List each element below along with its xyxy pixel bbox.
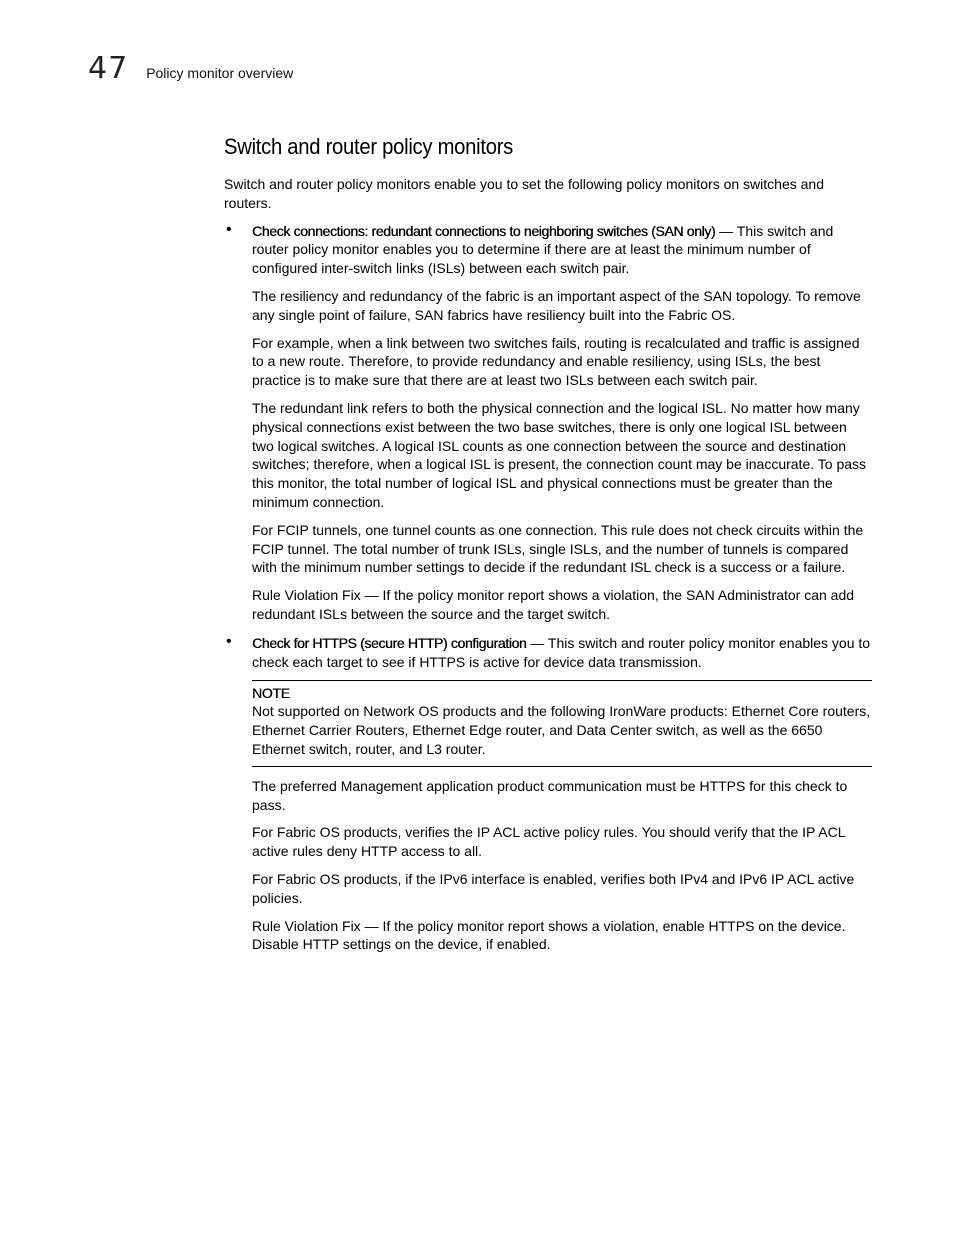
bullet-check-connections [224, 222, 872, 278]
bullet-description: — This switch and router policy monitor enables you to check each target to see if HTTPS is active for device data transmission. [252, 634, 871, 670]
intro-paragraph: Switch and router policy monitors enable you to set the following policy monitors on switches and routers. [224, 176, 824, 211]
bullet-check-https [224, 634, 872, 672]
rule-violation-fix: Rule Violation Fix — If the policy monitor report shows a violation, enable HTTPS on the device. Disable HTTP settings on the device, if enabled. [252, 917, 846, 953]
bullet-paragraph [252, 222, 872, 278]
running-section-title: Policy monitor overview [146, 65, 294, 81]
body-paragraph: For FCIP tunnels, one tunnel counts as one connection. This rule does not check circuits within the FCIP tunnel. The total number of trunk ISLs, single ISLs, and the number of tunnels is compared with the minimum number settings to decide if the redundant ISL check is a success or a failure. [252, 521, 864, 576]
page-heading: Switch and router policy monitors [224, 134, 514, 159]
body-paragraph: For Fabric OS products, verifies the IP ACL active policy rules. You should verify that the IP ACL active rules deny HTTP access to all. [252, 824, 845, 860]
body-paragraph: For example, when a link between two switches fails, routing is recalculated and traffic is assigned to a new route. Therefore, to provide redundancy and enable resiliency, using ISLs, the best practice is to make sure that there are at least two ISLs between each switch pair. [252, 334, 860, 389]
chapter-number: 47 [88, 51, 129, 86]
page-content [224, 132, 872, 954]
note-text: Not supported on Network OS products and the following IronWare products: Ethernet Core routers, Ethernet Carrier Routers, Ethernet Edge router, and Data Center switch, as well as the 6650 Ethernet switch, router, and L3 router. [252, 703, 871, 757]
body-paragraph: The preferred Management application product communication must be HTTPS for this check to pass. [252, 777, 848, 813]
bullet-term: Check for HTTPS (secure HTTP) configuration [252, 634, 527, 651]
body-paragraph: The redundant link refers to both the physical connection and the logical ISL. No matter how many physical connections exist between the two base switches, there is only one logical ISL between two logical switches. A logical ISL counts as one connection between the source and destination switches; therefore, when a logical ISL is present, the connection count may be inaccurate. To pass this monitor, the total number of logical ISL and physical connections must be greater than the minimum connection. [252, 399, 867, 510]
bullet-marker: • [226, 632, 232, 650]
bullet-term: Check connections: redundant connections to neighboring switches (SAN only) [252, 222, 716, 239]
body-paragraph: The resiliency and redundancy of the fabric is an important aspect of the SAN topology. To remove any single point of failure, SAN fabrics have resiliency built into the Fabric OS. [252, 287, 861, 323]
rule-violation-fix: Rule Violation Fix — If the policy monitor report shows a violation, the SAN Administrator can add redundant ISLs between the source and the target switch. [252, 587, 855, 622]
bullet-description: — This switch and router policy monitor enables you to determine if there are at least the minimum number of configured inter-switch links (ISLs) between each switch pair. [252, 222, 834, 277]
note-label: NOTE [252, 685, 290, 702]
bullet-marker: • [226, 220, 232, 238]
bullet-paragraph [252, 634, 872, 672]
body-paragraph: For Fabric OS products, if the IPv6 interface is enabled, verifies both IPv4 and IPv6 IP ACL active policies. [252, 870, 855, 906]
page-header [88, 52, 293, 86]
note-box [252, 680, 872, 766]
